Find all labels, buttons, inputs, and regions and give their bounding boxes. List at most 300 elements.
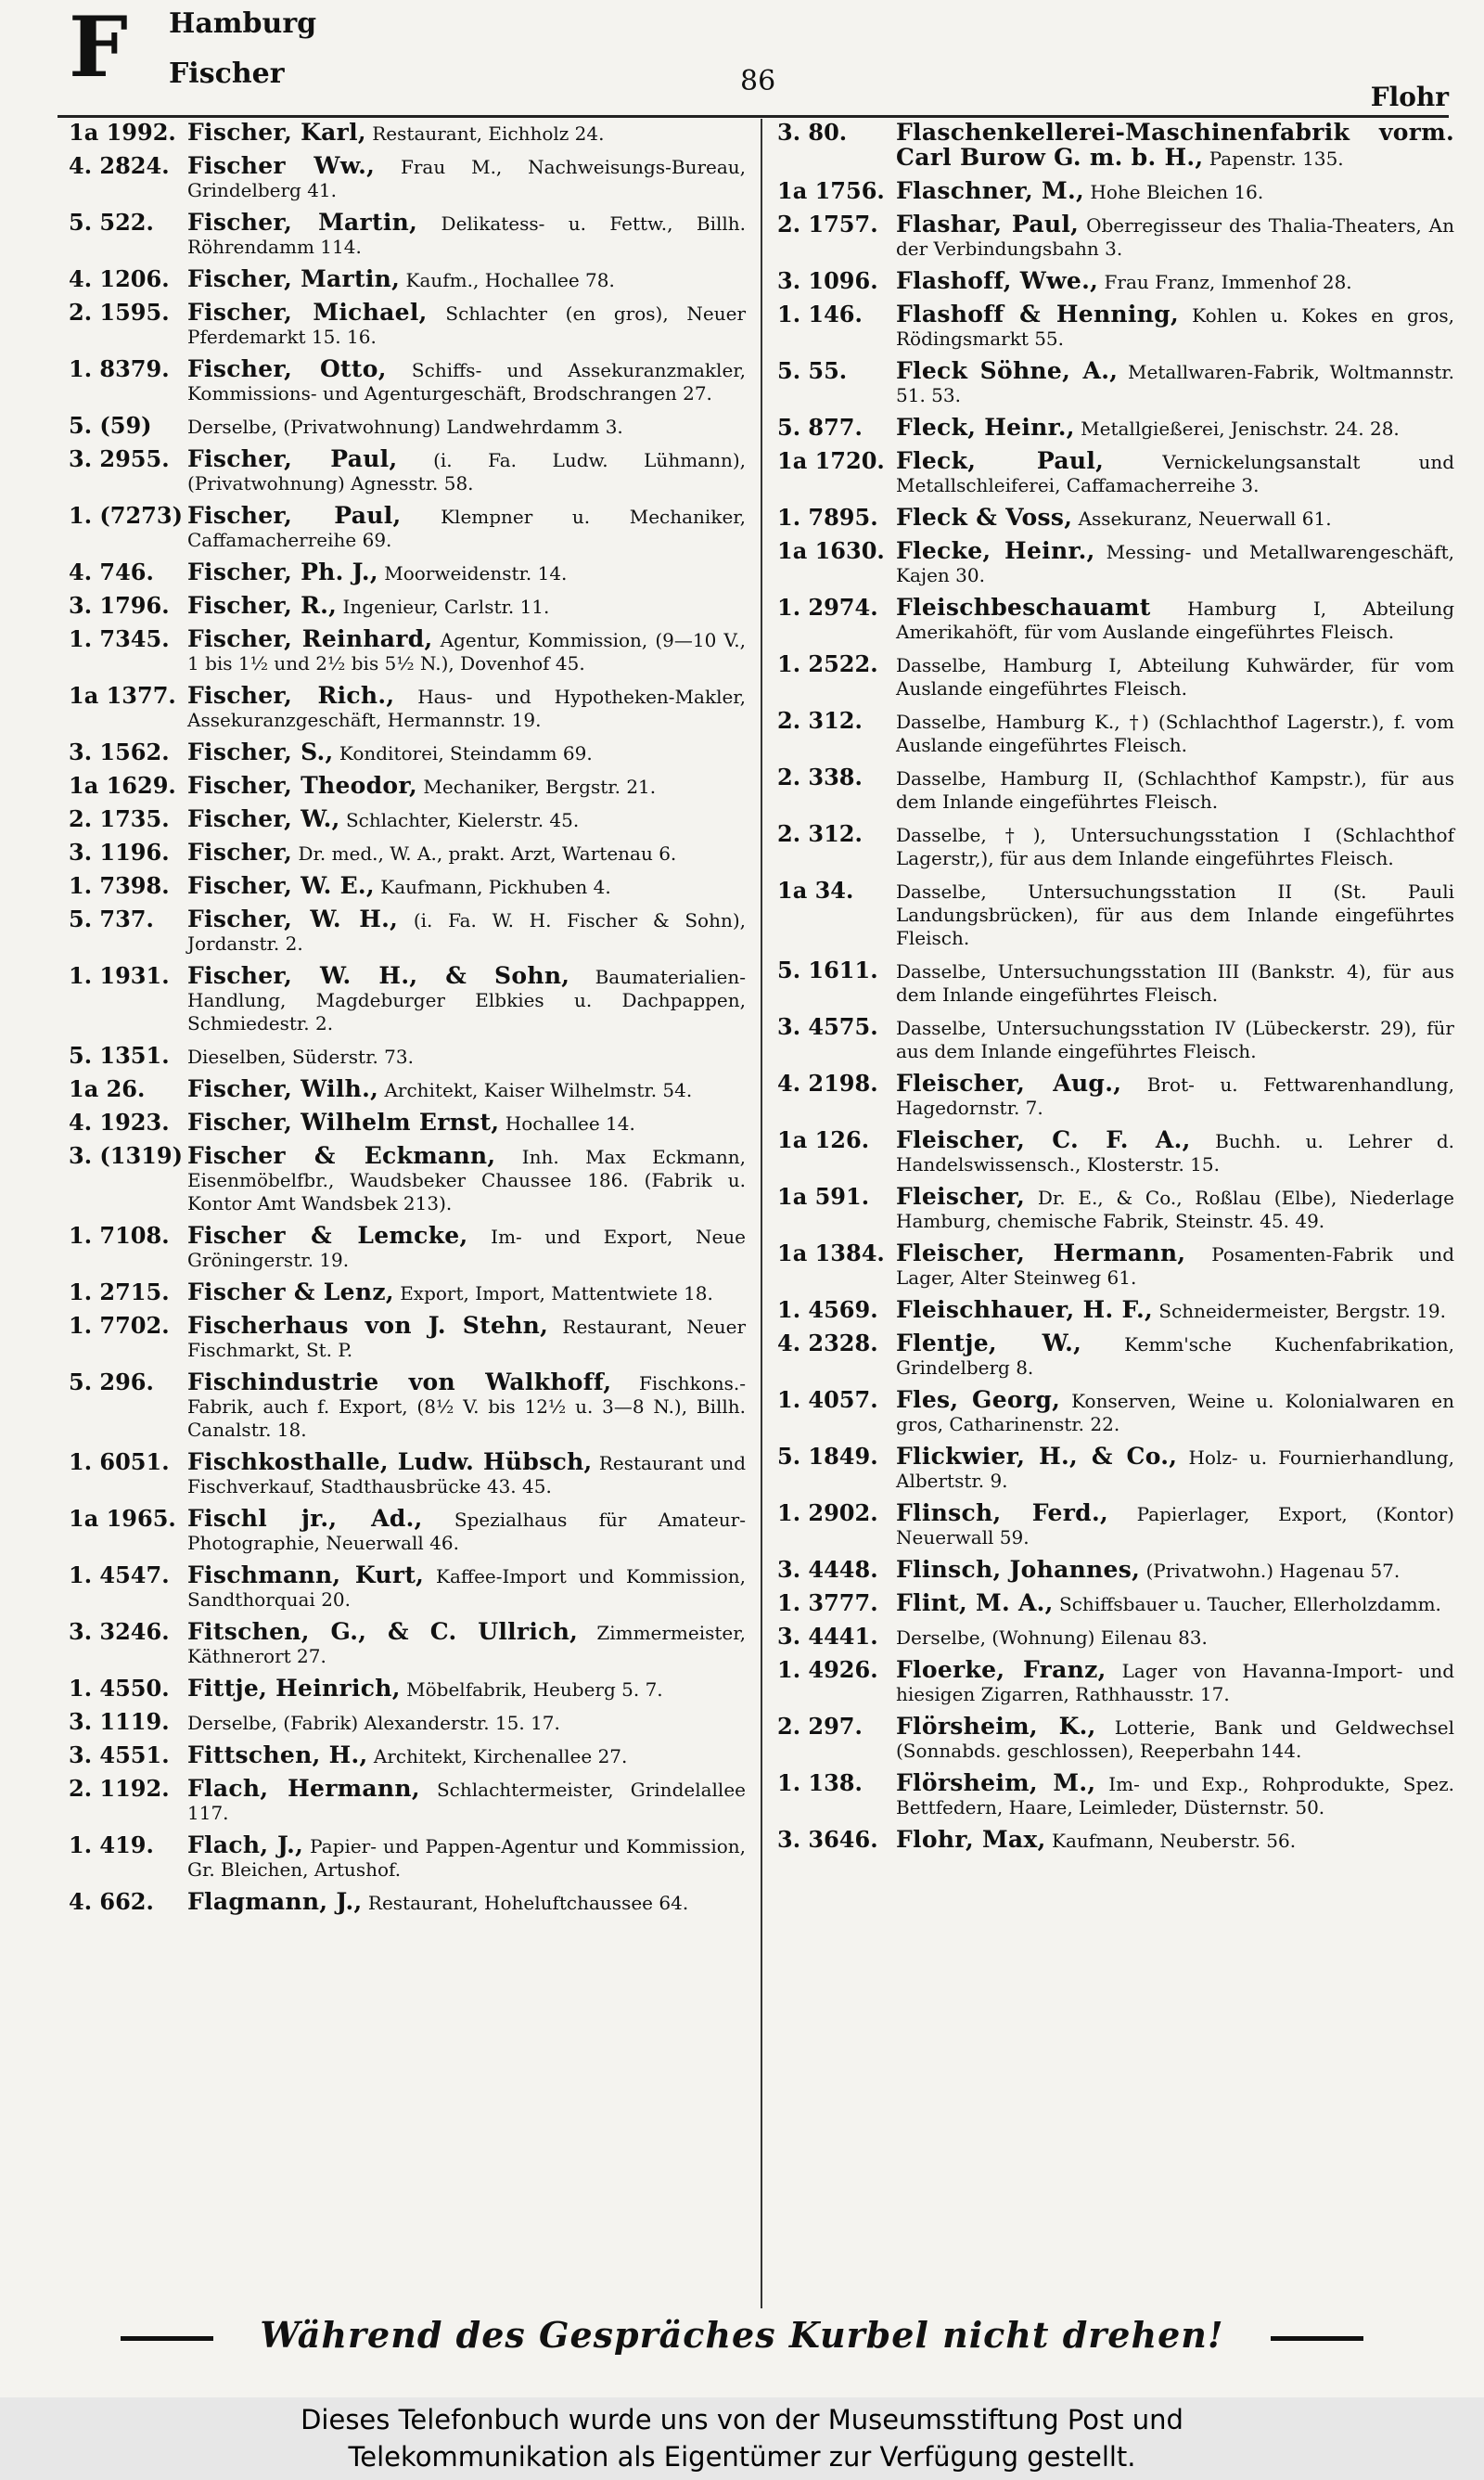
directory-entry [69, 907, 746, 956]
entry-text [187, 1710, 746, 1735]
directory-entry [69, 1314, 746, 1362]
entry-text [187, 1370, 746, 1442]
entry-text [896, 958, 1454, 1007]
phone-number: 1a 1377. [69, 682, 176, 709]
directory-entry [69, 807, 746, 832]
column-divider [761, 119, 762, 2308]
subscriber-name: Fischer, Paul, [187, 445, 398, 472]
directory-entry [69, 211, 746, 259]
subscriber-details: Lotterie, Bank und Geldwechsel (Sonnabds. geschlossen), Reeperbahn 144. [896, 1716, 1455, 1762]
subscriber-name: Fischer, W. E., [187, 872, 375, 899]
entry-text [187, 1280, 746, 1305]
subscriber-name: Fischerhaus von J. Stehn, [187, 1312, 549, 1339]
subscriber-details: Dasselbe, Untersuchungsstation III (Bankstr. 4), für aus dem Inlande eingeführtes Fleisch. [896, 960, 1454, 1006]
directory-entry [777, 269, 1454, 294]
entry-text [896, 449, 1454, 497]
subscriber-name: Fischer, W. H., [187, 906, 399, 932]
directory-entry [69, 1890, 746, 1915]
directory-entry [69, 627, 746, 675]
subscriber-details: Hamburg I, Abteilung Amerikahöft, für vom Auslande eingeführtes Fleisch. [896, 598, 1455, 643]
entry-text [896, 359, 1454, 407]
phone-number: 2. 338. [777, 764, 863, 790]
phone-number: 5. 522. [69, 209, 154, 236]
subscriber-name: Flecke, Heinr., [896, 537, 1095, 564]
entry-text [187, 154, 746, 202]
directory-entry [777, 822, 1454, 870]
directory-entry [69, 1677, 746, 1702]
directory-entry [777, 958, 1454, 1007]
phone-number: 1a 1384. [777, 1240, 885, 1266]
entry-text [896, 1185, 1454, 1233]
entry-text [187, 1743, 746, 1768]
directory-entry [69, 154, 746, 202]
entry-text [896, 179, 1454, 204]
phone-number: 1. 4547. [69, 1561, 170, 1588]
header-section-name: Fischer [169, 58, 285, 90]
subscriber-name: Fischer & Eckmann, [187, 1142, 496, 1169]
phone-number: 5. 877. [777, 414, 863, 441]
subscriber-name: Flint, M. A., [896, 1589, 1054, 1616]
subscriber-details: Kemm'sche Kuchenfabrikation, Grindelberg 8. [896, 1333, 1454, 1379]
subscriber-name: Flinsch, Johannes, [896, 1556, 1141, 1583]
directory-entry [777, 1591, 1454, 1616]
subscriber-details: Frau M., Nachweisungs-Bureau, Grindelberg 41. [187, 156, 747, 201]
subscriber-name: Fischkosthalle, Ludw. Hübsch, [187, 1448, 593, 1475]
phone-number: 1. 7702. [69, 1312, 170, 1339]
entry-text [896, 539, 1454, 587]
subscriber-name: Fischer, R., [187, 592, 338, 619]
entry-text [187, 211, 746, 259]
subscriber-name: Fischer & Lemcke, [187, 1222, 468, 1249]
subscriber-name: Fleischer, Hermann, [896, 1240, 1186, 1266]
entry-text [896, 1715, 1454, 1763]
subscriber-details: Delikatess- u. Fettw., Billh. Röhrendamm 114. [187, 212, 746, 258]
subscriber-name: Fischer, Otto, [187, 355, 387, 382]
entry-text [896, 1658, 1454, 1706]
phone-number: 1a 1756. [777, 177, 885, 204]
entry-text [187, 504, 746, 552]
directory-entry [777, 302, 1454, 351]
directory-entry [777, 1128, 1454, 1176]
directory-entry [69, 1144, 746, 1215]
directory-entry [777, 539, 1454, 587]
subscriber-name: Fles, Georg, [896, 1386, 1061, 1413]
subscriber-details: Messing- und Metallwarengeschäft, Kajen 30. [896, 541, 1454, 586]
directory-entry [69, 1450, 746, 1498]
phone-number: 1. 1931. [69, 962, 170, 989]
subscriber-name: Fleischhauer, H. F., [896, 1296, 1154, 1323]
entry-text [896, 1445, 1454, 1493]
entry-text [896, 1072, 1454, 1120]
entry-text [896, 879, 1454, 950]
directory-entry [69, 267, 746, 292]
phone-number: 1a 1630. [777, 537, 885, 564]
subscriber-details: Architekt, Kaiser Wilhelmstr. 54. [384, 1079, 693, 1101]
entry-text [896, 709, 1454, 757]
phone-number: 3. (1319) [69, 1142, 183, 1169]
directory-entry [69, 1833, 746, 1882]
entry-text [187, 1563, 746, 1612]
phone-number: 1. 2974. [777, 594, 878, 621]
subscriber-details: Schiffs- und Assekuranzmakler, Kommissions- und Agenturgeschäft, Brodschrangen 27. [187, 359, 746, 405]
subscriber-details: Papierlager, Export, (Kontor) Neuerwall 59. [896, 1503, 1454, 1548]
phone-number: 4. 746. [69, 559, 154, 585]
phone-number: 1a 591. [777, 1183, 870, 1210]
directory-entry [777, 879, 1454, 950]
subscriber-details: Ingenieur, Carlstr. 11. [342, 596, 550, 618]
directory-entry [777, 1388, 1454, 1436]
subscriber-details: Konditorei, Steindamm 69. [339, 742, 593, 765]
entry-text [187, 414, 746, 439]
phone-number: 2. 1757. [777, 211, 878, 238]
subscriber-details: Holz- u. Fournierhandlung, Albertstr. 9. [896, 1446, 1455, 1492]
subscriber-details: Dasselbe, Hamburg I, Abteilung Kuhwärder, für vom Auslande eingeführtes Fleisch. [896, 654, 1454, 700]
subscriber-name: Fischmann, Kurt, [187, 1561, 425, 1588]
entry-text [187, 1044, 746, 1069]
directory-entry [69, 414, 746, 439]
entry-text [187, 267, 746, 292]
directory-entry [777, 1658, 1454, 1706]
subscriber-name: Fischindustrie von Walkhoff, [187, 1368, 612, 1395]
phone-number: 1. 4057. [777, 1386, 878, 1413]
directory-entry [777, 1298, 1454, 1323]
subscriber-name: Fleck Söhne, A., [896, 357, 1119, 384]
caption-line-2: Telekommunikation als Eigentümer zur Verfügung gestellt. [348, 2441, 1136, 2473]
subscriber-name: Fischer, S., [187, 739, 334, 765]
subscriber-details: Hochallee 14. [505, 1112, 635, 1135]
entry-text [187, 740, 746, 765]
phone-number: 2. 312. [777, 820, 863, 847]
subscriber-details: Metallgießerei, Jenischstr. 24. 28. [1081, 418, 1400, 440]
subscriber-name: Flohr, Max, [896, 1826, 1046, 1853]
subscriber-details: Assekuranz, Neuerwall 61. [1078, 508, 1332, 530]
phone-number: 1a 1992. [69, 119, 176, 146]
entry-text [187, 1677, 746, 1702]
phone-number: 4. 1923. [69, 1109, 170, 1136]
subscriber-details: (Privatwohn.) Hagenau 57. [1145, 1560, 1401, 1582]
phone-number: 2. 297. [777, 1713, 863, 1740]
subscriber-name: Fischer, Wilh., [187, 1075, 379, 1102]
directory-entry [69, 1111, 746, 1136]
phone-number: 2. 1192. [69, 1775, 170, 1802]
phone-number: 1. 8379. [69, 355, 170, 382]
directory-entry [69, 1077, 746, 1102]
subscriber-name: Fleischer, [896, 1183, 1026, 1210]
subscriber-name: Flentje, W., [896, 1330, 1082, 1356]
directory-entry [69, 1563, 746, 1612]
subscriber-details: Dr. med., W. A., prakt. Arzt, Wartenau 6. [298, 842, 677, 865]
entry-text [187, 1450, 746, 1498]
directory-entry [69, 504, 746, 552]
directory-entry [777, 1828, 1454, 1853]
directory-entry [777, 449, 1454, 497]
subscriber-name: Flaschner, M., [896, 177, 1085, 204]
directory-entry [777, 765, 1454, 814]
entry-text [896, 652, 1454, 700]
subscriber-details: Derselbe, (Privatwohnung) Landwehrdamm 3. [187, 416, 623, 438]
subscriber-details: Dasselbe, Hamburg K., †) (Schlachthof Lagerstr.), f. vom Auslande eingeführtes Fleisch. [896, 711, 1454, 756]
phone-number: 5. 1611. [777, 957, 878, 983]
subscriber-name: Flach, J., [187, 1831, 304, 1858]
subscriber-name: Fleck, Paul, [896, 447, 1105, 474]
subscriber-details: Oberregisseur des Thalia-Theaters, An der Verbindungsbahn 3. [896, 214, 1454, 260]
phone-number: 3. 4551. [69, 1741, 170, 1768]
entry-text [187, 1077, 746, 1102]
phone-number: 3. 1096. [777, 267, 878, 294]
directory-entry [777, 652, 1454, 700]
directory-entry [69, 1224, 746, 1272]
entry-text [187, 1144, 746, 1215]
subscriber-name: Fischl jr., Ad., [187, 1505, 423, 1532]
phone-number: 3. 1796. [69, 592, 170, 619]
left-column [69, 121, 746, 1923]
phone-number: 1a 1965. [69, 1505, 176, 1532]
entry-text [896, 416, 1454, 441]
directory-entry [777, 1771, 1454, 1819]
subscriber-details: Kaufmann, Neuberstr. 56. [1052, 1830, 1297, 1852]
subscriber-details: Dr. E., & Co., Roßlau (Elbe), Niederlage Hamburg, chemische Fabrik, Steinstr. 45. 49. [896, 1187, 1455, 1232]
directory-entry [69, 740, 746, 765]
subscriber-details: Dieselben, Süderstr. 73. [187, 1046, 414, 1068]
subscriber-name: Flörsheim, M., [896, 1769, 1096, 1796]
directory-entry [69, 841, 746, 866]
phone-number: 1a 126. [777, 1126, 870, 1153]
phone-number: 3. 4441. [777, 1623, 878, 1650]
subscriber-name: Flach, Hermann, [187, 1775, 420, 1802]
subscriber-details: Restaurant und Fischverkauf, Stadthausbrücke 43. 45. [187, 1452, 747, 1497]
subscriber-details: Metallwaren-Fabrik, Woltmannstr. 51. 53. [896, 361, 1455, 406]
entry-text [187, 357, 746, 405]
subscriber-details: Baumaterialien-Handlung, Magdeburger Elbkies u. Dachpappen, Schmiedestr. 2. [187, 966, 747, 1034]
caption-line-1: Dieses Telefonbuch wurde uns von der Museumsstiftung Post und [301, 2404, 1183, 2435]
entry-text [187, 1777, 746, 1825]
entry-text [187, 560, 746, 585]
subscriber-name: Fischer, [187, 839, 293, 866]
subscriber-details: Architekt, Kirchenallee 27. [373, 1745, 628, 1767]
subscriber-details: Konserven, Weine u. Kolonialwaren en gros, Catharinenstr. 22. [896, 1390, 1455, 1435]
directory-entry [777, 1185, 1454, 1233]
phone-number: 1a 1629. [69, 772, 176, 799]
directory-entry [777, 1715, 1454, 1763]
entry-text [187, 627, 746, 675]
phone-number: 3. 2955. [69, 445, 170, 472]
entry-text [896, 1128, 1454, 1176]
entry-text [187, 301, 746, 349]
subscriber-name: Fischer, W. H., & Sohn, [187, 962, 570, 989]
subscriber-details: Vernickelungsanstalt und Metallschleiferei, Caffamacherreihe 3. [896, 451, 1455, 496]
directory-entry [69, 121, 746, 146]
subscriber-name: Fischer, Theodor, [187, 772, 418, 799]
entry-text [896, 506, 1454, 531]
entry-text [896, 1771, 1454, 1819]
subscriber-name: Fischer, Paul, [187, 502, 402, 529]
subscriber-details: Buchh. u. Lehrer d. Handelswissensch., Klosterstr. 15. [896, 1130, 1454, 1176]
entry-text [187, 1833, 746, 1882]
subscriber-details: Lager von Havanna-Import- und hiesigen Zigarren, Rathhausstr. 17. [896, 1660, 1455, 1705]
directory-entry [777, 596, 1454, 644]
directory-entry [69, 594, 746, 619]
phone-number: 4. 1206. [69, 265, 170, 292]
directory-entry [69, 1743, 746, 1768]
header-rule [58, 115, 1449, 118]
phone-number: 1. 419. [69, 1831, 154, 1858]
subscriber-name: Flashar, Paul, [896, 211, 1080, 238]
entry-text [187, 964, 746, 1035]
subscriber-details: Dasselbe, Untersuchungsstation IV (Lübeckerstr. 29), für aus dem Inlande eingeführtes Fleisch. [896, 1017, 1454, 1062]
entry-text [896, 121, 1454, 171]
entry-text [896, 1298, 1454, 1323]
subscriber-details: Export, Import, Mattentwiete 18. [400, 1282, 713, 1304]
entry-text [896, 1591, 1454, 1616]
directory-entry [777, 1015, 1454, 1063]
entry-text [187, 1890, 746, 1915]
directory-entry [777, 1445, 1454, 1493]
phone-number: 1. 6051. [69, 1448, 170, 1475]
subscriber-details: (i. Fa. Ludw. Lühmann), (Privatwohnung) Agnesstr. 58. [187, 449, 747, 495]
phone-number: 1. 3777. [777, 1589, 878, 1616]
phone-number: 3. 1196. [69, 839, 170, 866]
entry-text [187, 907, 746, 956]
subscriber-details: Papenstr. 135. [1209, 148, 1344, 170]
subscriber-details: Dasselbe,†), Untersuchungsstation I (Schlachthof Lagerstr,), für aus dem Inlande eingeführtes Fleisch. [896, 824, 1454, 869]
phone-number: 1. 7398. [69, 872, 170, 899]
entry-text [896, 1388, 1454, 1436]
phone-number: 5. 55. [777, 357, 848, 384]
subscriber-details: Derselbe, (Wohnung) Eilenau 83. [896, 1626, 1208, 1649]
phone-number: 1. 2715. [69, 1279, 170, 1305]
entry-text [187, 807, 746, 832]
directory-entry [69, 447, 746, 495]
subscriber-name: Flinsch, Ferd., [896, 1499, 1108, 1526]
subscriber-name: Fittje, Heinrich, [187, 1675, 401, 1702]
subscriber-name: Flaschenkellerei-Maschinenfabrik vorm. Carl Burow G. m. b. H., [896, 119, 1454, 171]
subscriber-name: Fleck, Heinr., [896, 414, 1075, 441]
phone-number: 1. 138. [777, 1769, 863, 1796]
subscriber-details: Dasselbe, Hamburg II, (Schlachthof Kampstr.), für aus dem Inlande eingeführtes Fleisch. [896, 767, 1454, 813]
entry-text [896, 302, 1454, 351]
subscriber-details: Kaffee-Import und Kommission, Sandthorquai 20. [187, 1565, 746, 1611]
directory-entry [777, 121, 1454, 171]
directory-entry [777, 1331, 1454, 1380]
directory-entry [69, 357, 746, 405]
phone-number: 5. 1351. [69, 1042, 170, 1069]
entry-text [187, 447, 746, 495]
directory-entry [777, 1241, 1454, 1290]
phone-number: 5. (59) [69, 412, 152, 439]
subscriber-details: Haus- und Hypotheken-Makler, Assekuranzgeschäft, Hermannstr. 19. [187, 686, 747, 731]
subscriber-details: Mechaniker, Bergstr. 21. [423, 776, 657, 798]
subscriber-details: Im- und Exp., Rohprodukte, Spez. Bettfedern, Haare, Leimleder, Düsternstr. 50. [896, 1773, 1454, 1818]
entry-text [187, 1314, 746, 1362]
directory-entry [777, 709, 1454, 757]
subscriber-name: Fitschen, G., & C. Ullrich, [187, 1618, 579, 1645]
subscriber-details: Möbelfabrik, Heuberg 5. 7. [406, 1678, 663, 1701]
entry-text [896, 1558, 1454, 1583]
phone-number: 4. 2824. [69, 152, 170, 179]
subscriber-details: Klempner u. Mechaniker, Caffamacherreihe 69. [187, 506, 746, 551]
subscriber-name: Fleischbeschauamt [896, 594, 1151, 621]
subscriber-details: Kaufmann, Pickhuben 4. [380, 876, 611, 898]
directory-entry [777, 506, 1454, 531]
subscriber-name: Fischer Ww., [187, 152, 376, 179]
subscriber-details: Schlachter (en gros), Neuer Pferdemarkt 15. 16. [187, 302, 747, 348]
subscriber-details: Restaurant, Neuer Fischmarkt, St. P. [187, 1316, 747, 1361]
entry-text [896, 1828, 1454, 1853]
subscriber-name: Flickwier, H., & Co., [896, 1443, 1178, 1470]
directory-entry [69, 1777, 746, 1825]
entry-text [187, 874, 746, 899]
subscriber-details: Restaurant, Eichholz 24. [372, 122, 605, 145]
subscriber-details: Im- und Export, Neue Gröningerstr. 19. [187, 1226, 746, 1271]
entry-text [187, 1111, 746, 1136]
subscriber-details: Brot- u. Fettwarenhandlung, Hagedornstr. 7. [896, 1073, 1454, 1119]
directory-entry [69, 301, 746, 349]
directory-entry [777, 212, 1454, 261]
directory-entry [777, 1072, 1454, 1120]
phone-number: 4. 2198. [777, 1070, 878, 1097]
phone-number: 3. 3646. [777, 1826, 878, 1853]
header-city: Hamburg [169, 7, 317, 40]
phone-number: 2. 1735. [69, 805, 170, 832]
phone-number: 1. 4569. [777, 1296, 878, 1323]
header-last-name: Flohr [1370, 82, 1449, 112]
directory-entry [69, 1620, 746, 1668]
entry-text [187, 1507, 746, 1555]
subscriber-details: Kohlen u. Kokes en gros, Rödingsmarkt 55. [896, 304, 1455, 350]
phone-number: 1. 7345. [69, 625, 170, 652]
subscriber-details: Dasselbe, Untersuchungsstation II (St. Pauli Landungsbrücken), für aus dem Inlande eingeführtes Fleisch. [896, 880, 1454, 949]
page-number: 86 [740, 65, 776, 97]
entry-text [896, 1331, 1454, 1380]
subscriber-name: Floerke, Franz, [896, 1656, 1107, 1683]
phone-number: 3. 3246. [69, 1618, 170, 1645]
entry-text [896, 596, 1454, 644]
entry-text [896, 822, 1454, 870]
phone-number: 4. 662. [69, 1888, 154, 1915]
subscriber-details: Papier- und Pappen-Agentur und Kommission, Gr. Bleichen, Artushof. [187, 1835, 747, 1881]
entry-text [187, 684, 746, 732]
phone-number: 5. 1849. [777, 1443, 878, 1470]
directory-entry [69, 1044, 746, 1069]
subscriber-name: Fleck & Voss, [896, 504, 1073, 531]
subscriber-name: Flagmann, J., [187, 1888, 363, 1915]
subscriber-name: Flashoff, Wwe., [896, 267, 1099, 294]
subscriber-details: Schlachtermeister, Grindelallee 117. [187, 1779, 746, 1824]
subscriber-details: Hohe Bleichen 16. [1090, 181, 1264, 203]
directory-entry [777, 179, 1454, 204]
phone-number: 3. 1119. [69, 1708, 170, 1735]
directory-entry [777, 1625, 1454, 1650]
crank-warning: Während des Gespräches Kurbel nicht drehen! [130, 2314, 1354, 2356]
entry-text [187, 1620, 746, 1668]
phone-number: 4. 2328. [777, 1330, 878, 1356]
subscriber-name: Fischer, Martin, [187, 265, 401, 292]
subscriber-name: Flashoff & Henning, [896, 301, 1179, 328]
subscriber-name: Fischer, Ph. J., [187, 559, 378, 585]
phone-number: 1a 34. [777, 877, 854, 904]
phone-number: 3. 4575. [777, 1013, 878, 1040]
subscriber-name: Fischer, Reinhard, [187, 625, 433, 652]
subscriber-details: Schlachter, Kielerstr. 45. [345, 809, 580, 831]
directory-entry [777, 359, 1454, 407]
phone-number: 1. 146. [777, 301, 863, 328]
entry-text [187, 1224, 746, 1272]
directory-entry [69, 1507, 746, 1555]
phone-number: 2. 1595. [69, 299, 170, 326]
subscriber-name: Fischer, Rich., [187, 682, 395, 709]
section-letter: F [69, 0, 128, 96]
phone-number: 3. 1562. [69, 739, 170, 765]
